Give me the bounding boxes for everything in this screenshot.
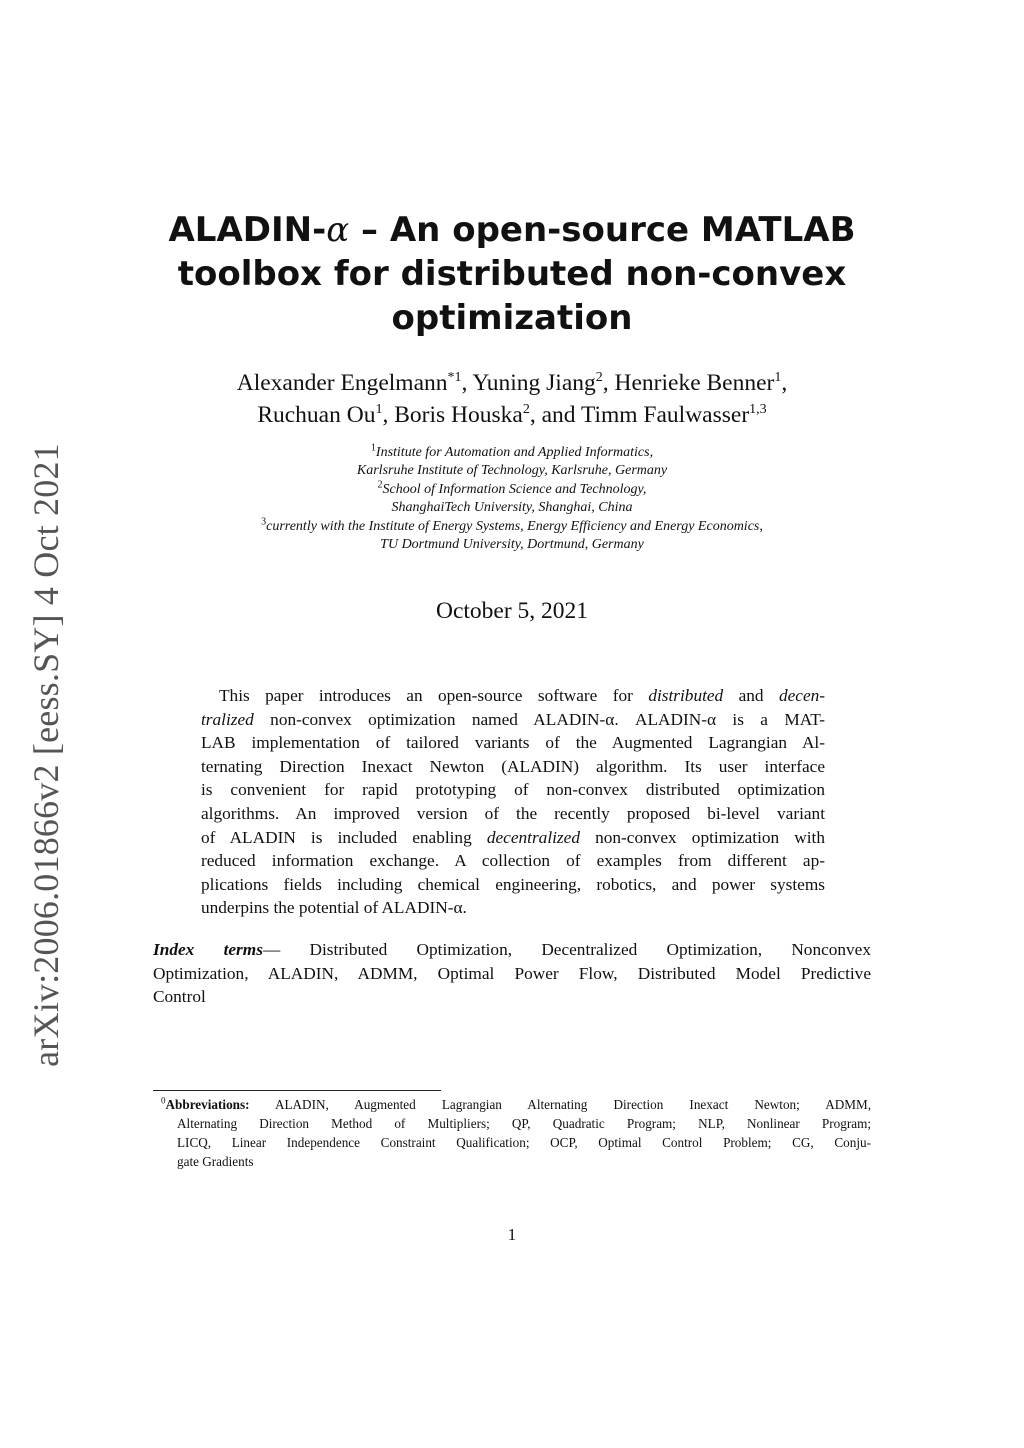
abstract (201, 684, 825, 920)
author-name: Ruchuan Ou (257, 402, 376, 428)
publication-date: October 5, 2021 (435, 598, 589, 624)
author-line-2 (150, 399, 874, 431)
abstract-text: non-convex optimization with (579, 827, 826, 847)
abstract-emphasis: tralized (201, 709, 254, 729)
abstract-line: plications fields including chemical engineering, robotics, and power systems (201, 874, 825, 894)
author-name: Henrieke Benner (614, 370, 775, 396)
abstract-line: is convenient for rapid prototyping of non-convex distributed optimization (201, 780, 825, 800)
affiliation-3-line-1 (150, 515, 874, 536)
author-separator: , (529, 402, 542, 428)
index-terms-label: Index terms (153, 940, 263, 959)
title-text: – An open-source MATLAB (349, 210, 856, 250)
author-affil-mark: 1,3 (749, 402, 767, 418)
affiliation-1-line-1 (150, 444, 874, 462)
abbreviations-footnote (153, 1095, 871, 1171)
abstract-line: algorithms. An improved version of the recently proposed bi-level variant (201, 803, 825, 823)
index-terms-text: — Distributed Optimization, Decentralized Optimization, Nonconvex (262, 940, 871, 959)
affiliation-mark: 2 (377, 479, 383, 491)
author-name: Boris Houska (394, 402, 523, 428)
author-name: Yuning Jiang (472, 370, 596, 396)
affiliation-text: Institute for Automation and Applied Informatics, (375, 445, 654, 460)
abstract-line (201, 826, 825, 850)
abstract-text: and (723, 686, 779, 705)
author-affil-mark: *1 (447, 370, 462, 386)
title-line-3: optimization (391, 298, 633, 338)
affiliation-2-line-2: ShanghaiTech University, Shanghai, China (391, 500, 633, 516)
index-terms-line: Optimization, ALADIN, ADMM, Optimal Power Flow, Distributed Model Predictive (153, 963, 871, 983)
author-affil-mark: 2 (522, 402, 530, 418)
author-affil-mark: 1 (375, 402, 383, 418)
affiliation-3-line-2: TU Dortmund University, Dortmund, Germany (380, 537, 644, 553)
author-list (150, 367, 874, 431)
author-separator: , (781, 370, 788, 396)
index-terms-line: Control (153, 987, 206, 1007)
footnote-line: LICQ, Linear Independence Constraint Qualification; OCP, Optimal Control Problem; CG, Conju- (177, 1135, 871, 1150)
affiliation-text: School of Information Science and Technology, (382, 481, 647, 497)
abstract-line: reduced information exchange. A collection of examples from different ap- (201, 851, 825, 871)
abstract-line: ternating Direction Inexact Newton (ALADIN) algorithm. Its user interface (201, 756, 825, 776)
abstract-emphasis: decen- (778, 686, 826, 705)
abstract-line (201, 684, 825, 708)
affiliation-mark: 3 (261, 515, 267, 527)
author-name: Alexander Engelmann (236, 370, 448, 396)
abstract-line: underpins the potential of ALADIN-α. (201, 898, 467, 918)
index-terms-line (153, 938, 871, 962)
abstract-line (201, 708, 825, 732)
title-line-2: toolbox for distributed non-convex (177, 254, 847, 294)
footnote-rule (153, 1090, 441, 1091)
page-number: 1 (507, 1225, 517, 1244)
arxiv-identifier: arXiv:2006.01866v2 [eess.SY] 4 Oct 2021 (26, 443, 66, 1067)
title-alpha-symbol: α (326, 210, 350, 250)
index-terms (153, 938, 871, 1009)
title-line-1 (150, 208, 874, 252)
footnote-label: Abbreviations: (165, 1097, 250, 1112)
affiliation-list (150, 444, 874, 554)
abstract-text: non-convex optimization named ALADIN-α. ALADIN-α is a MAT- (253, 709, 825, 729)
abstract-emphasis: distributed (648, 686, 724, 705)
title-text: ALADIN- (168, 210, 327, 250)
author-separator: , (461, 370, 473, 396)
footnote-mark: 0 (161, 1095, 166, 1106)
author-affil-mark: 1 (774, 370, 782, 386)
author-affil-mark: 2 (595, 370, 603, 386)
abstract-text: of ALADIN is included enabling (201, 827, 487, 847)
affiliation-text: currently with the Institute of Energy Systems, Energy Efficiency and Energy Economics, (266, 518, 763, 534)
affiliation-2-line-1 (150, 481, 874, 499)
author-name: and Timm Faulwasser (541, 402, 750, 428)
footnote-line: Alternating Direction Method of Multipliers; QP, Quadratic Program; NLP, Nonlinear Program; (177, 1116, 871, 1131)
author-separator: , (382, 402, 395, 428)
author-line-1 (150, 367, 874, 399)
abstract-emphasis: decentralized (486, 827, 580, 847)
footnote-text: ALADIN, Augmented Lagrangian Alternating Direction Inexact Newton; ADMM, (249, 1097, 871, 1112)
footnote-line (153, 1095, 871, 1114)
abstract-text: This paper introduces an open-source software for (219, 686, 649, 705)
author-separator: , (602, 370, 615, 396)
footnote-line: gate Gradients (177, 1154, 254, 1169)
paper-title (150, 208, 874, 340)
abstract-line: LAB implementation of tailored variants of the Augmented Lagrangian Al- (201, 733, 825, 753)
affiliation-1-line-2: Karlsruhe Institute of Technology, Karlsruhe, Germany (356, 463, 668, 479)
affiliation-mark: 1 (370, 442, 376, 454)
arxiv-side-stamp (16, 443, 76, 1067)
